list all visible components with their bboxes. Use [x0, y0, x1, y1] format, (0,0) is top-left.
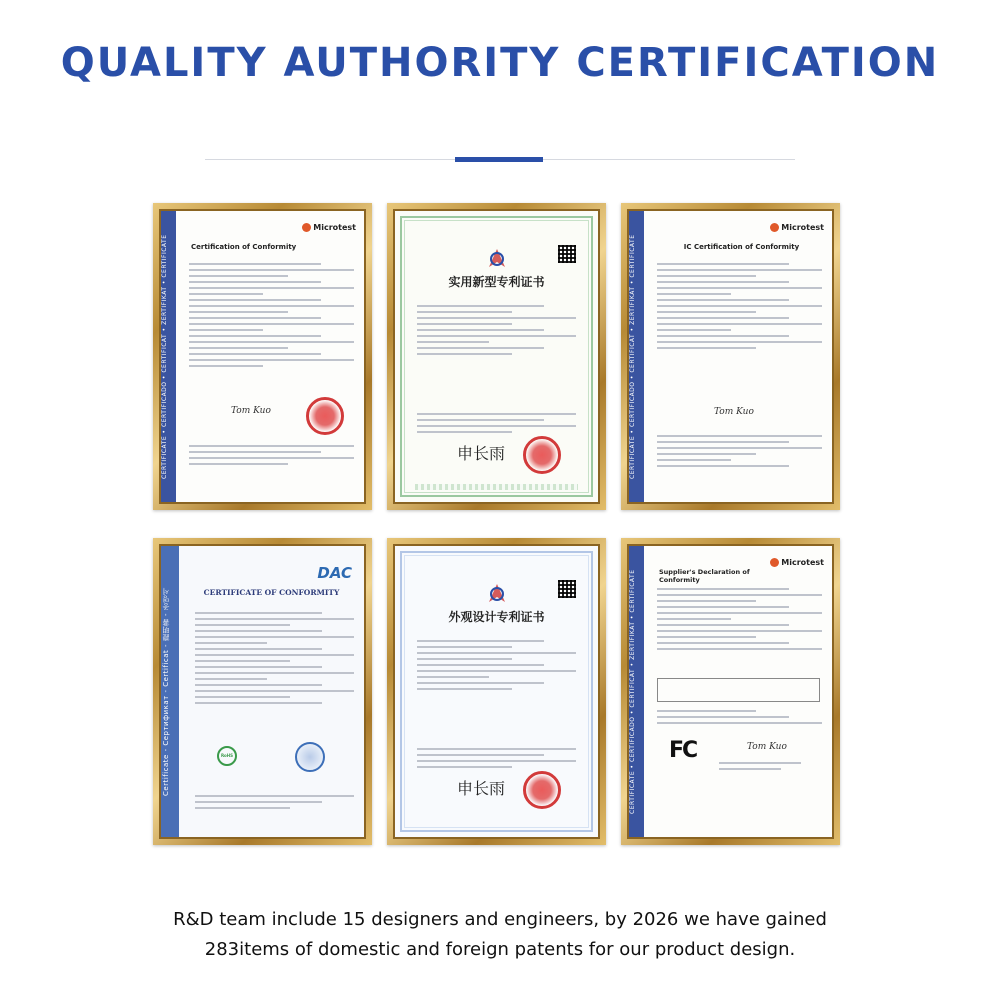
certificate-frame-fcc — [621, 538, 840, 845]
caption-line-1: R&D team include 15 designers and engineers, by 2026 we have gained — [173, 909, 827, 930]
red-seal — [523, 436, 561, 474]
certificate-body-text — [657, 584, 822, 654]
certificate-body-text — [195, 608, 354, 708]
caption-line-2: 283items of domestic and foreign patents for our product design. — [204, 939, 796, 960]
microtest-logo: Microtest — [770, 558, 824, 567]
qr-code — [558, 580, 576, 598]
certificate-frame-design-patent — [387, 538, 606, 845]
certificate-design-patent — [395, 546, 598, 837]
certificate-side-band: Certificate - Сертификат - Certificat - 證明書 - 증명서 — [161, 546, 179, 837]
certificate-title: Certification of Conformity — [191, 243, 297, 251]
certificate-frame-utility-patent — [387, 203, 606, 510]
certificate-frame-ce — [153, 203, 372, 510]
certificate-body-text — [417, 636, 576, 694]
signature: 申长雨 — [457, 779, 506, 798]
fcc-logo: FC — [669, 738, 697, 763]
certificate-title: 外观设计专利证书 — [448, 610, 545, 624]
certificate-title: CERTIFICATE OF CONFORMITY — [203, 588, 340, 597]
certificate-body-text — [417, 301, 576, 359]
microtest-logo: Microtest — [770, 223, 824, 232]
certificate-frame-dac — [153, 538, 372, 845]
certificate-side-band: CERTIFICATE • CERTIFICADO • CERTIFICAT • ZERTIFIKAT • CERTIFICATE — [629, 546, 644, 837]
certificate-ce — [161, 211, 364, 502]
signature: Tom Kuo — [231, 406, 271, 416]
page-title: QUALITY AUTHORITY CERTIFICATION — [60, 40, 940, 86]
certificate-utility-patent — [395, 211, 598, 502]
qr-code — [558, 245, 576, 263]
blue-seal — [295, 742, 325, 772]
certificate-side-band: CERTIFICATE • CERTIFICADO • CERTIFICAT • ZERTIFIKAT • CERTIFICATE — [629, 211, 644, 502]
dac-logo: DAC — [317, 564, 352, 582]
certificate-ic — [629, 211, 832, 502]
rohs-icon: RoHS — [217, 746, 237, 766]
rules-table — [657, 678, 820, 702]
signature: 申长雨 — [457, 444, 506, 463]
certificate-title: IC Certification of Conformity — [683, 243, 800, 251]
certificate-fcc — [629, 546, 832, 837]
certificate-dac — [161, 546, 364, 837]
signature: Tom Kuo — [747, 742, 787, 752]
patent-office-emblem — [483, 582, 511, 604]
red-seal — [523, 771, 561, 809]
divider-accent — [455, 157, 543, 162]
certificate-side-band: CERTIFICATE • CERTIFICADO • CERTIFICAT • ZERTIFIKAT • CERTIFICATE — [161, 211, 176, 502]
red-seal — [306, 397, 344, 435]
certificate-frame-ic — [621, 203, 840, 510]
certificate-body-text — [189, 259, 354, 371]
signature: Tom Kuo — [714, 407, 754, 417]
microtest-logo: Microtest — [302, 223, 356, 232]
certificate-title: Supplier's Declaration of Conformity — [659, 568, 750, 584]
certificate-body-text — [657, 259, 822, 353]
certificate-title: 实用新型专利证书 — [448, 275, 545, 289]
patent-office-emblem — [483, 247, 511, 269]
